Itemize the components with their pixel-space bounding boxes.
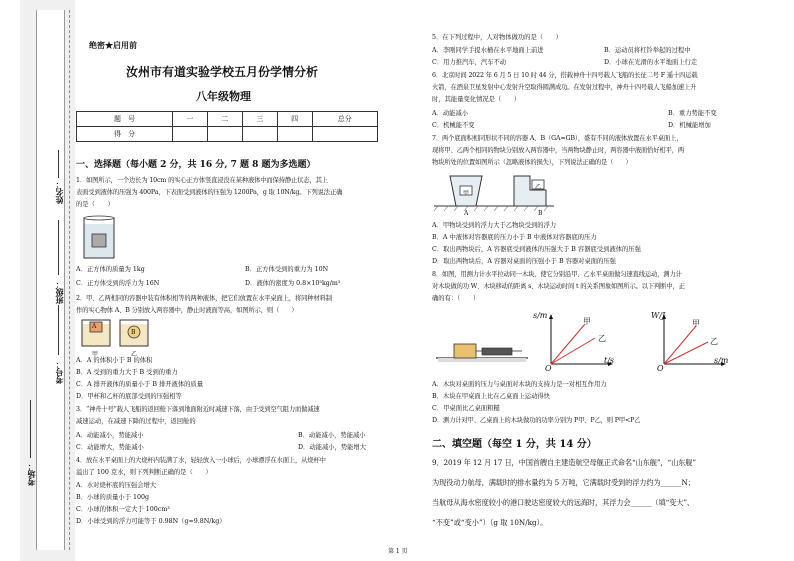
q3-stem-line1: 3．“神舟十号”载人飞船的返回舱下落到地面附近时减速下落，由于受到空气阻力而做减速: [76, 406, 320, 413]
q2-figure-containers: [80, 316, 152, 348]
q7-stem-line1: 7．两个底面积相同形状不同的容器 A、B（GA=GB），盛有不同的液体放置在水平桌面上，: [432, 135, 683, 142]
q8-stem-line1: 8．如图，用测力计水平拉动同一木块，使它分别沿甲、乙水平桌面做匀速直线运动，测力计: [432, 271, 682, 278]
q8-graph2-label-jia: 甲: [692, 319, 700, 328]
q6-option-a[interactable]: A．动能减小: [432, 110, 469, 117]
q8-option-c[interactable]: C．甲桌面比乙桌面粗糙: [432, 405, 500, 412]
score-cell[interactable]: [207, 127, 242, 142]
score-cell[interactable]: [172, 127, 207, 142]
q8-option-d[interactable]: D．测力计对甲、乙桌面上的木块做功的功率分别为 P甲、P乙，则 P甲<P乙: [432, 417, 641, 424]
secret-mark: 绝密★启用前: [89, 40, 137, 50]
room-field-line[interactable]: [30, 400, 31, 458]
q7-option-b[interactable]: B．A 中液体对容器底的压力小于 B 中液体对容器底的压力: [432, 234, 597, 241]
q3-option-d[interactable]: D．动能减小，势能增大: [298, 444, 367, 451]
q9-line3[interactable]: 当航母从海水密度较小的港口驶达密度较大的远海时，其浮力会______（填“变大”、: [432, 498, 695, 507]
exam-title: 汝州市有道实验学校五月份学情分析: [126, 65, 319, 79]
q8-graph1-x-label: t/s: [604, 356, 615, 365]
q2-stem-line1: 2．甲、乙两相同的容器中装有体积相等的两种液体，把它们放置在水平桌面上，将同种材料制: [76, 295, 332, 302]
q8-option-a[interactable]: A．木块对桌面的压力与桌面对木块的支持力是一对相互作用力: [432, 381, 607, 388]
q1-option-c[interactable]: C．正方体受到的浮力为 16N: [76, 280, 160, 287]
score-header-cell: 题 号: [77, 112, 173, 127]
q2-option-d[interactable]: D．甲杯和乙杯的底部受到的压强相等: [76, 393, 182, 400]
q6-stem-line3: 时，其能量变化情况是（ ）: [432, 96, 521, 103]
score-header-cell: 四: [277, 112, 312, 127]
q2-stem-line2: 作的实心物体 A、B 分别放入两容器中，静止时液面等高，如图所示，则（ ）: [76, 307, 298, 314]
q4-stem-line1: 4．放在水平桌面上的大烧杯内装满了水，轻轻放入一小球后，小球漂浮在水面上，从烧杯中: [76, 457, 326, 464]
q8-graph1-origin: O: [545, 364, 552, 373]
q1-option-d[interactable]: D．液体的密度为 0.8×10³kg/m³: [245, 280, 341, 287]
q3-option-b[interactable]: B．动能减小，势能减小: [298, 432, 366, 439]
q6-option-d[interactable]: D．机械能增加: [668, 122, 711, 129]
q8-figure-block-and-meter: [436, 334, 528, 364]
q3-option-c[interactable]: C．动能增大，势能减小: [76, 444, 144, 451]
class-field-line[interactable]: [58, 220, 59, 275]
q9-line2[interactable]: 为现役动力航母，满载时的排水量约为 5 万吨，它满载时受到的浮力约为______N；: [432, 478, 695, 487]
q2-option-b[interactable]: B．A 受到的重力大于 B 受到的重力: [76, 369, 178, 376]
score-table: [76, 111, 378, 142]
q6-option-c[interactable]: C．机械能不变: [432, 122, 475, 129]
class-field-label: 班级：: [54, 280, 64, 304]
q1-option-a[interactable]: A．正方体的质量为 1kg: [76, 266, 145, 273]
q1-figure-beaker: [82, 214, 116, 260]
score-header-cell: 三: [242, 112, 277, 127]
name-field-label: 姓名：: [54, 180, 64, 204]
q4-option-a[interactable]: A．水对烧杯底的压强会增大: [76, 482, 157, 489]
q2-figure-label-a: A: [92, 323, 97, 330]
q2-figure-label-b: B: [131, 329, 136, 336]
room-field-label: 考场：: [26, 462, 36, 486]
q4-option-d[interactable]: D．小球受到的浮力可能等于 0.98N（g=9.8N/kg）: [76, 518, 226, 525]
q8-graph1-y-label: s/m: [533, 311, 548, 320]
page-number: 第 1 页: [388, 548, 408, 555]
exam-number-field-label: 考号：: [54, 360, 64, 384]
score-header-cell: 总分: [312, 112, 377, 127]
score-header-cell: 二: [207, 112, 242, 127]
q7-stem-line2: 现将甲、乙两个相同的物块分别放入两容器中，当两物块静止时，两容器中液面恰好相平，两: [432, 147, 685, 154]
q4-stem-line2: 溢出了 100 克水，则下列判断正确的是（ ）: [76, 469, 212, 476]
binding-cut-line: [69, 10, 70, 550]
q7-stem-line3: 物块所处的位置如图所示（忽略液体的损失），下列说法正确的是（ ）: [432, 159, 632, 166]
score-cell[interactable]: [312, 127, 377, 142]
q5-option-b[interactable]: B．运动员将杠铃举起的过程中: [604, 47, 691, 54]
q1-stem-line1: 1．如图所示，一个边长为 10cm 的实心正方体竖直浸没在某种液体中而保持静止状态，其上: [76, 177, 328, 184]
q8-graph1-label-yi: 乙: [598, 334, 606, 343]
q5-option-d[interactable]: D．小球在光滑的水平地面上行走: [604, 59, 698, 66]
q8-graph2-origin: O: [657, 364, 664, 373]
q8-graph2-label-yi: 乙: [710, 337, 718, 346]
q4-option-b[interactable]: B．小球的质量小于 100g: [76, 494, 150, 501]
q6-stem-line2: 火箭，在酒泉卫星发射中心发射升空取得圆满成功。在发射过程中，神舟十四号载人飞船加速上升: [432, 84, 697, 91]
section-1-title: 一、选择题（每小题 2 分，共 16 分, 7 题 8 题为多选题）: [76, 160, 316, 170]
section-2-title: 二、填空题（每空 1 分，共 14 分）: [432, 439, 597, 450]
q9-line1: 9．2019 年 12 月 17 日，中国首艘自主建造航空母舰正式命名“山东舰”，“山东舰”: [432, 458, 696, 467]
score-header-cell: 一: [172, 112, 207, 127]
q4-option-c[interactable]: C．小球的体积一定大于 100cm³: [76, 506, 170, 513]
q7-option-d[interactable]: D．取出两物块后，A 容器对桌面的压强小于 B 容器对桌面的压强: [432, 258, 616, 265]
q5-stem: 5．在下列过程中，人对物体做功的是（ ）: [432, 34, 562, 41]
q7-option-c[interactable]: C．取出两物块后，A 容器底受到液体的压强大于 B 容器底受到液体的压强: [432, 246, 641, 253]
exam-subject: 八年级物理: [196, 90, 251, 103]
q8-graph2-y-label: W/J: [651, 311, 666, 320]
q7-figure-label-b: B: [538, 210, 543, 217]
q7-figure-label-a: A: [464, 210, 469, 217]
q8-graph1-label-jia: 甲: [583, 317, 591, 326]
q5-option-a[interactable]: A．李刚同学手提水桶在水平地面上前进: [432, 47, 544, 54]
q8-graph2-x-label: s/m: [714, 356, 729, 365]
q7-option-a[interactable]: A．甲物块受到的浮力大于乙物块受到的浮力: [432, 222, 557, 229]
q2-caption-yi: 乙: [131, 351, 138, 358]
q8-stem-line3: 确的有：（ ）: [432, 295, 480, 302]
q1-stem-line3: 的是（ ）: [76, 201, 114, 208]
q7-figure-label-jia: 甲: [463, 190, 470, 197]
q6-option-b[interactable]: B．重力势能不变: [668, 110, 717, 117]
q1-stem-line2: 表面受到液体的压强为 400Pa，下表面受到液体的压强为 1200Pa，g 取 10N/kg。下列说法正确: [76, 189, 343, 196]
q2-option-a[interactable]: A．A 的体积小于 B 的体积: [76, 357, 153, 364]
q1-option-b[interactable]: B．正方体受到的重力为 10N: [245, 266, 329, 273]
q7-figure-label-yi: 乙: [535, 184, 542, 191]
q8-stem-line2: 对木块做的功 W、木块移动的距离 s、木块运动时间 t 的关系图象如图所示。以下判断中，正: [432, 283, 685, 290]
exam-number-field-line[interactable]: [58, 305, 59, 355]
score-cell[interactable]: [277, 127, 312, 142]
score-cell[interactable]: [242, 127, 277, 142]
q9-line4: “不变”或“变小”）（g 取 10N/kg）。: [432, 518, 548, 527]
q8-option-b[interactable]: B．木块在甲桌面上比在乙桌面上运动得快: [432, 393, 550, 400]
q6-stem-line1: 6．北京时间 2022 年 6 月 5 日 10 时 44 分，搭载神舟十四号载人飞船的长征二号 F 遥十四运载: [432, 72, 698, 79]
q3-stem-line2: 减速运动，在减速下降的过程中，返回舱的: [76, 418, 196, 425]
name-field-line[interactable]: [58, 150, 59, 178]
q3-option-a[interactable]: A．动能减小，势能减小: [76, 432, 144, 439]
q5-option-c[interactable]: C．用力推汽车，汽车不动: [432, 59, 507, 66]
q7-figure-containers: [434, 172, 554, 216]
score-row-label: 得 分: [77, 127, 173, 142]
q2-option-c[interactable]: C．A 排开液体的质量小于 B 排开液体的质量: [76, 381, 204, 388]
q2-caption-jia: 甲: [92, 351, 99, 358]
